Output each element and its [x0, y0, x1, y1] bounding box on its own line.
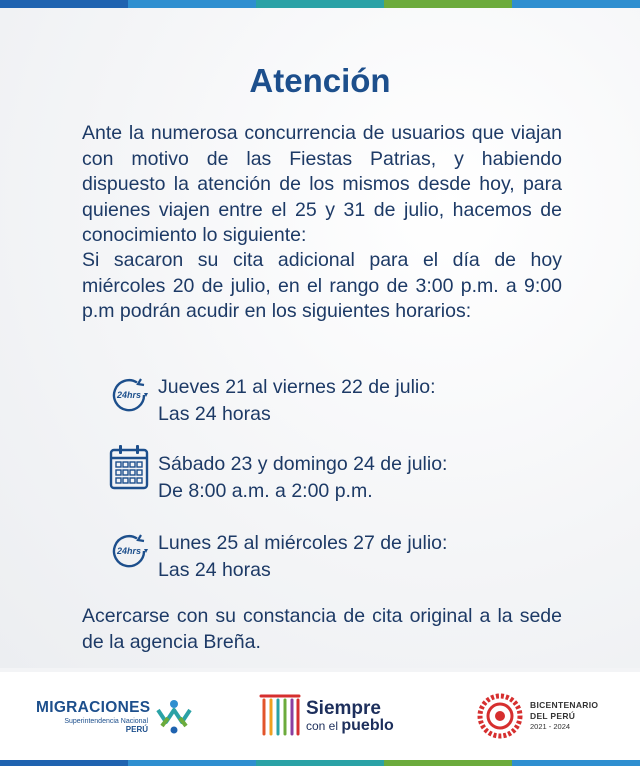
- schedule-days: Sábado 23 y domingo 24 de julio:: [158, 453, 448, 475]
- schedule-item: [108, 443, 447, 505]
- migraciones-country: PERÚ: [125, 724, 148, 734]
- closing-paragraph: Acercarse con su constancia de cita original a la sede de la agencia Breña.: [82, 605, 562, 653]
- footer-logos: [0, 672, 640, 760]
- bottom-color-bar: [0, 760, 640, 766]
- migraciones-subtitle: Superintendencia Nacional: [64, 717, 148, 725]
- page-title: Atención: [249, 62, 391, 99]
- siempre-con-el-pueblo-logo: [258, 692, 394, 740]
- bicentenario-years: 2021 - 2024: [530, 722, 571, 731]
- schedule-hours: De 8:00 a.m. a 2:00 p.m.: [158, 480, 373, 502]
- bicentenario-logo: [476, 692, 598, 740]
- svg-text:24hrs: 24hrs: [116, 390, 142, 400]
- siempre-line2b: pueblo: [341, 717, 394, 734]
- bicentenario-line1: BICENTENARIO: [530, 700, 599, 710]
- migraciones-logo: [36, 696, 194, 736]
- svg-text:24hrs: 24hrs: [116, 546, 142, 556]
- siempre-line1: Siempre: [306, 698, 381, 719]
- schedule-days: Lunes 25 al miércoles 27 de julio:: [158, 532, 448, 554]
- top-color-bar: [0, 0, 640, 8]
- people-figures-icon: [258, 692, 302, 740]
- notice-paragraph: Si sacaron su cita adicional para el día de hoy miércoles 20 de julio, en el rango de 3:00 p.m. a 9:00 p.m podrán acudir en los siguientes horarios:: [82, 249, 562, 322]
- schedule-hours: Las 24 horas: [158, 403, 271, 425]
- intro-paragraph: Ante la numerosa concurrencia de usuarios que viajan con motivo de las Fiestas Patrias, y habiendo dispuesto la atención de los mismos desde hoy, para quienes viajen entre el 25 y 31 de julio, hacemos de conocimiento lo siguiente:: [82, 122, 562, 246]
- bicentenario-line2: DEL PERÚ: [530, 711, 576, 721]
- bicentenario-emblem-icon: [476, 692, 524, 740]
- 24hrs-icon: [108, 374, 150, 416]
- migraciones-name: MIGRACIONES: [36, 698, 151, 716]
- schedule-item: [108, 374, 436, 428]
- migraciones-emblem-icon: [154, 696, 194, 736]
- schedule-item: [108, 530, 447, 584]
- 24hrs-icon: [108, 530, 150, 572]
- schedule-days: Jueves 21 al viernes 22 de julio:: [158, 376, 436, 398]
- siempre-line2a: con el: [306, 719, 339, 733]
- schedule-hours: Las 24 horas: [158, 559, 271, 581]
- calendar-icon: [108, 443, 150, 491]
